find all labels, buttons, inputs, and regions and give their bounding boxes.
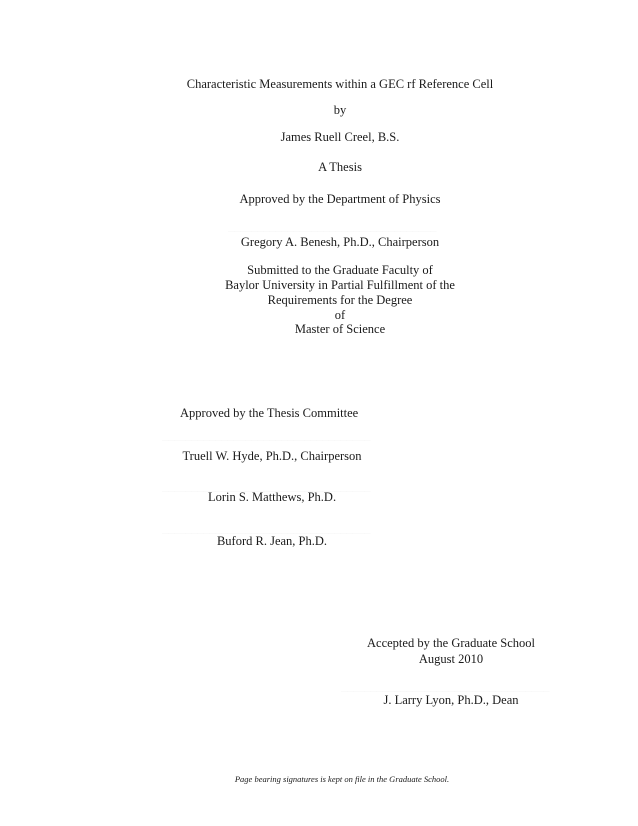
committee-heading: Approved by the Thesis Committee — [180, 406, 359, 420]
committee-signature-line: ___________________________________ — [162, 524, 371, 534]
committee-member: Truell W. Hyde, Ph.D., Chairperson — [182, 449, 362, 463]
submission-line: Submitted to the Graduate Faculty of — [247, 263, 433, 277]
dean-name: J. Larry Lyon, Ph.D., Dean — [383, 693, 519, 707]
submission-line: of — [334, 308, 346, 322]
thesis-title: Characteristic Measurements within a GEC rf Reference Cell — [186, 77, 494, 91]
committee-signature-line: ___________________________________ — [162, 482, 371, 492]
acceptance-date: August 2010 — [418, 652, 484, 666]
graduate-school-accepted-label: Accepted by the Graduate School — [367, 636, 535, 650]
document-type: A Thesis — [318, 160, 362, 174]
committee-member: Lorin S. Matthews, Ph.D. — [207, 490, 337, 504]
submission-line: Master of Science — [294, 322, 386, 336]
author-name: James Ruell Creel, B.S. — [280, 130, 400, 144]
dean-signature-line: ___________________________________ — [341, 682, 550, 692]
committee-member: Buford R. Jean, Ph.D. — [216, 534, 328, 548]
signature-file-note: Page bearing signatures is kept on file in the Graduate School. — [234, 774, 450, 784]
submission-line: Requirements for the Degree — [267, 293, 413, 307]
submission-line: Baylor University in Partial Fulfillment of the — [225, 278, 455, 292]
department-chairperson: Gregory A. Benesh, Ph.D., Chairperson — [240, 235, 440, 249]
by-label: by — [333, 103, 347, 117]
committee-signature-line: ___________________________________ — [162, 431, 371, 441]
department-signature-line: ___________________________________ — [228, 222, 437, 232]
department-approval-label: Approved by the Department of Physics — [239, 192, 441, 206]
